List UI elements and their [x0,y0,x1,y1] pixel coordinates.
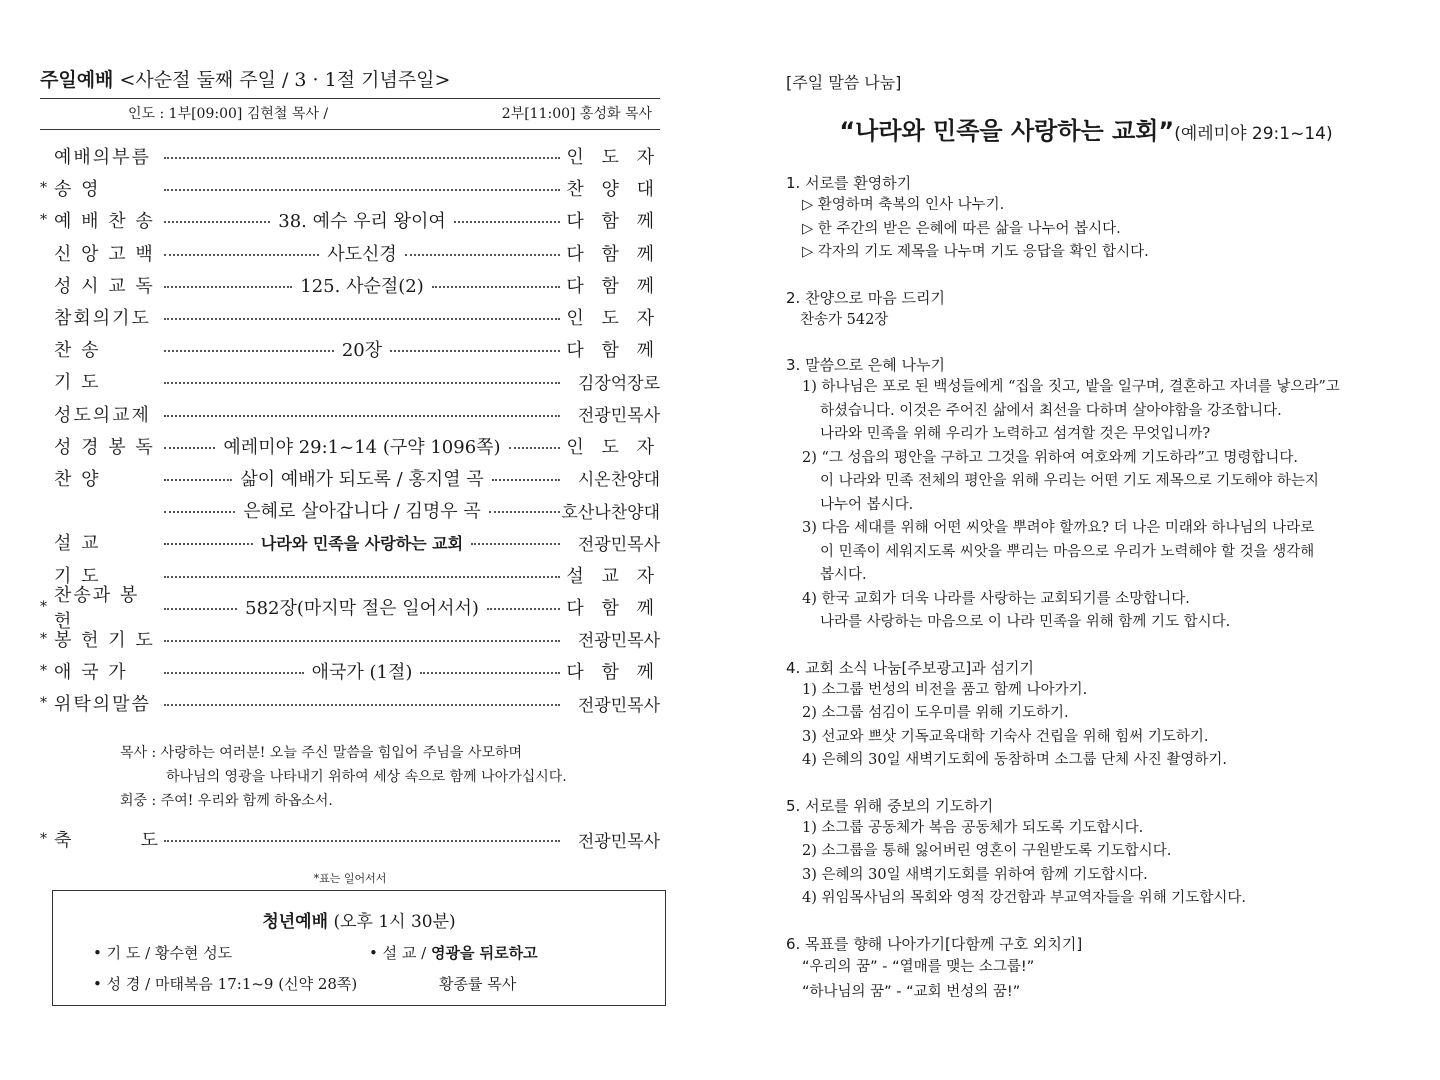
order-row [40,398,660,430]
list-item-cont: 나누어 봅시다. [820,496,914,513]
dot-leader [164,221,270,223]
youth-scripture: • 성 경 / 마태복음 17:1~9 (신약 28쪽) [93,975,358,993]
dot-leader [164,254,319,256]
list-item: 1) 소그룹 공동체가 복음 공동체가 되도록 기도합시다. [802,819,1144,836]
order-row [40,623,660,655]
youth-service-box [52,890,666,1006]
order-label: 성도의교제 [54,404,151,426]
dot-leader [492,479,560,481]
order-label: 설 교 [54,533,101,555]
order-leader: 인 도 자 [566,308,660,330]
dot-leader [164,157,560,159]
list-item: 3) 다음 세대를 위해 어떤 씨앗을 뿌려야 할까요? 더 나은 미래와 하나님의 나라로 [802,520,1315,536]
list-item-cont: 하셨습니다. 이것은 주어진 삶에서 최선을 다하며 살아야함을 강조합니다. [820,402,1282,419]
section-heading: 1. 서로를 환영하기 [786,174,912,192]
dot-leader [164,318,560,320]
worship-order-page [40,64,660,886]
dot-leader [509,447,560,449]
section-intercession [786,795,1386,911]
order-leader: 다 함 께 [566,597,660,619]
order-leader: 다 함 께 [566,211,660,233]
order-content: 38. 예수 우리 왕이여 [278,211,446,233]
pastor-line: 목사 : 사랑하는 여러분! 오늘 주신 말씀을 힘입어 주님을 사모하며 [120,745,523,762]
order-row [40,526,660,558]
dot-leader [164,286,292,288]
standing-mark: * [40,180,47,197]
list-item-cont: 봅시다. [820,567,867,583]
order-row [40,204,660,236]
dot-leader [489,511,560,513]
list-item: 2) “그 성읍의 평안을 구하고 그것을 위하여 여호와께 기도하라”고 명령합니다. [802,449,1299,466]
dot-leader [164,350,334,352]
list-item: 4) 은혜의 30일 새벽기도회에 동참하며 소그룹 단체 사진 촬영하기. [802,752,1227,768]
dot-leader [390,350,560,352]
section-heading: 4. 교회 소식 나눔[주보광고]과 섬기기 [786,658,1034,677]
list-item-cont: 이 나라와 민족 전체의 평안을 위해 우리는 어떤 기도 제목으로 기도해야 하는지 [820,473,1319,489]
order-label: 신 앙 고 백 [54,243,155,265]
order-content: 애국가 (1절) [311,662,413,684]
youth-service-title [53,907,665,932]
section-praise [786,287,1386,333]
order-label: 찬송과 봉헌 [54,584,140,632]
list-item: 4) 위임목사님의 목회와 영적 강건함과 부교역자들을 위해 기도합시다. [802,890,1246,906]
dot-leader [164,672,304,674]
dot-leader [432,286,560,288]
order-leader: 호산나찬양대 [561,502,660,523]
standing-note: *표는 일어서서 [313,871,387,885]
standing-mark: * [40,598,47,615]
order-label: 성 경 봉 독 [54,436,155,458]
order-row [40,237,660,269]
section-word [786,354,1386,635]
dot-leader [420,672,560,674]
section-welcome [786,172,1386,265]
standing-mark: * [40,663,47,680]
order-leader: 다 함 께 [566,243,660,265]
order-leader: 다 함 께 [566,275,660,297]
leader-row [40,98,660,130]
benediction-row [40,823,660,855]
order-content: 은혜로 살아갑니다 / 김명우 곡 [243,501,481,523]
order-label: 예 배 찬 송 [54,211,155,233]
order-leader: 인 도 자 [566,436,660,458]
dot-leader [164,415,560,417]
order-label: 찬 양 [54,468,101,490]
dot-leader [471,543,560,545]
pastor-line-2: 하나님의 영광을 나타내기 위하여 세상 속으로 함께 나아가십시다. [166,769,567,786]
dot-leader [487,608,560,610]
order-label: 기 도 [54,372,101,394]
list-item: 3) 선교와 쁘삿 기독교육대학 기숙사 건립을 위해 힘써 기도하기. [802,728,1209,745]
dot-leader [164,382,560,384]
dot-leader [405,254,560,256]
sermon-sharing-page [786,70,1386,1005]
order-label: 예배의부름 [54,147,151,169]
order-row [40,462,660,494]
order-row [40,584,660,632]
order-leader: 다 함 께 [566,340,660,362]
worship-header [40,64,660,96]
dot-leader [454,221,560,223]
motto-line: “우리의 꿈” - “열매를 맺는 소그룹!” [802,958,1035,975]
order-row [40,172,660,204]
leader-first-service: 인도 : 1부[09:00] 김현철 목사 / [128,106,329,122]
sermon-title [786,111,1386,146]
dot-leader [164,189,560,191]
youth-preacher: 황종률 목사 [439,975,517,993]
youth-title: 청년예배 [262,912,329,932]
congregation-line: 회중 : 주여! 우리와 함께 하옵소서. [120,793,333,810]
leader-second-service: 2부[11:00] 홍성화 목사 [501,106,652,122]
standing-mark: * [40,630,47,647]
worship-subtitle: <사순절 둘째 주일 / 3 · 1절 기념주일> [119,69,451,91]
section-news [786,657,1386,773]
sermon-reference: (예레미야 29:1~14) [1174,124,1333,144]
order-leader: 전광민목사 [577,695,660,716]
standing-mark: * [40,695,47,712]
youth-sermon [369,942,665,963]
list-item: ▷ 환영하며 축복의 인사 나누기. [802,197,1005,213]
responsive-reading [40,741,660,813]
order-label: 송 영 [54,179,101,201]
order-label: 찬 송 [54,340,101,362]
order-leader: 전광민목사 [577,534,660,555]
order-content: 사도신경 [327,243,397,265]
order-label: 기 도 [54,565,101,587]
motto-line: “하나님의 꿈” - “교회 번성의 꿈!” [802,983,1021,1000]
order-leader: 전광민목사 [577,406,660,427]
order-content: 나라와 민족을 사랑하는 교회 [260,533,464,553]
order-content: 125. 사순절(2) [300,275,424,297]
order-label: 위탁의말씀 [54,694,151,716]
benediction-leader: 전광민목사 [577,831,660,852]
dot-leader [164,447,215,449]
order-leader: 인 도 자 [566,147,660,169]
list-item: ▷ 각자의 기도 제목을 나누며 기도 응답을 확인 합시다. [802,244,1149,260]
order-content: 삶이 예배가 되도록 / 홍지열 곡 [240,468,484,490]
order-leader: 김장억장로 [577,373,660,394]
sharing-label: [주일 말씀 나눔] [786,73,902,92]
standing-mark: * [40,831,47,848]
order-row [40,333,660,365]
section-heading: 3. 말씀으로 은혜 나누기 [786,356,946,374]
order-label: 봉 헌 기 도 [54,629,155,651]
order-label: 애 국 가 [54,662,128,684]
standing-mark: * [40,212,47,229]
dot-leader [164,543,253,545]
list-item: 2) 소그룹 섬김이 도우미를 위해 기도하기. [802,705,1069,721]
list-item: ▷ 한 주간의 받은 은혜에 따른 삶을 나누어 봅시다. [802,220,1121,237]
dot-leader [164,640,560,642]
list-item: 1) 하나님은 포로 된 백성들에게 “집을 짓고, 밭을 일구며, 결혼하고 자녀를 낳으라”고 [802,379,1340,395]
order-content: 582장(마지막 절은 일어서서) [245,597,479,619]
order-content: 20장 [341,340,383,362]
benediction-label: 축 도 [54,830,158,852]
order-leader: 다 함 께 [566,662,660,684]
section-goal [786,933,1386,1005]
order-leader: 시온찬양대 [577,470,660,491]
list-item: 1) 소그룹 번성의 비전을 품고 함께 나아가기. [802,681,1088,698]
order-row [40,140,660,172]
list-item-cont: 나라와 민족을 위해 우리가 노력하고 섬겨할 것은 무엇입니까? [820,426,1211,442]
order-row [40,430,660,462]
youth-prayer: • 기 도 / 황수현 성도 [93,944,233,962]
section-heading: 6. 목표를 향해 나아가기[다함께 구호 외치기] [786,934,1083,953]
section-heading: 2. 찬양으로 마음 드리기 [786,288,946,307]
dot-leader [164,608,237,610]
order-content: 예레미야 29:1~14 (구약 1096쪽) [223,436,501,458]
order-label: 참회의기도 [54,308,151,330]
order-row [40,655,660,687]
sermon-title-text: “나라와 민족을 사랑하는 교회” [839,117,1175,145]
order-leader: 설 교 자 [566,565,660,587]
list-item: 2) 소그룹을 통해 잃어버린 영혼이 구원받도록 기도합시다. [802,843,1172,859]
youth-sermon-title: 영광을 뒤로하고 [430,944,538,962]
order-leader: 찬 양 대 [566,179,660,201]
list-item: 찬송가 542장 [800,311,889,328]
order-row [40,269,660,301]
order-row [40,687,660,719]
order-row [40,365,660,397]
youth-sermon-label: • 설 교 / [369,944,427,962]
dot-leader [164,511,235,513]
order-row [40,301,660,333]
youth-time: (오후 1시 30분) [333,912,456,932]
list-item-cont: 이 민족이 세워지도록 씨앗을 뿌리는 마음으로 우리가 노력해야 할 것을 생각해 [820,543,1315,560]
dot-leader [164,479,232,481]
section-heading: 5. 서로를 위해 중보의 기도하기 [786,796,994,815]
dot-leader [164,576,560,578]
list-item: 4) 한국 교회가 더욱 나라를 사랑하는 교회되기를 소망합니다. [802,590,1190,607]
list-item: 3) 은혜의 30일 새벽기도회를 위하여 함께 기도합시다. [802,866,1148,883]
order-leader: 전광민목사 [577,631,660,652]
worship-title: 주일예배 [40,69,114,91]
order-of-service [40,140,660,719]
dot-leader [164,704,560,706]
dot-leader [164,840,560,842]
list-item-cont: 나라를 사랑하는 마음으로 이 나라 민족을 위해 함께 기도 합시다. [820,614,1231,630]
order-label: 성 시 교 독 [54,275,155,297]
order-row [40,494,660,526]
